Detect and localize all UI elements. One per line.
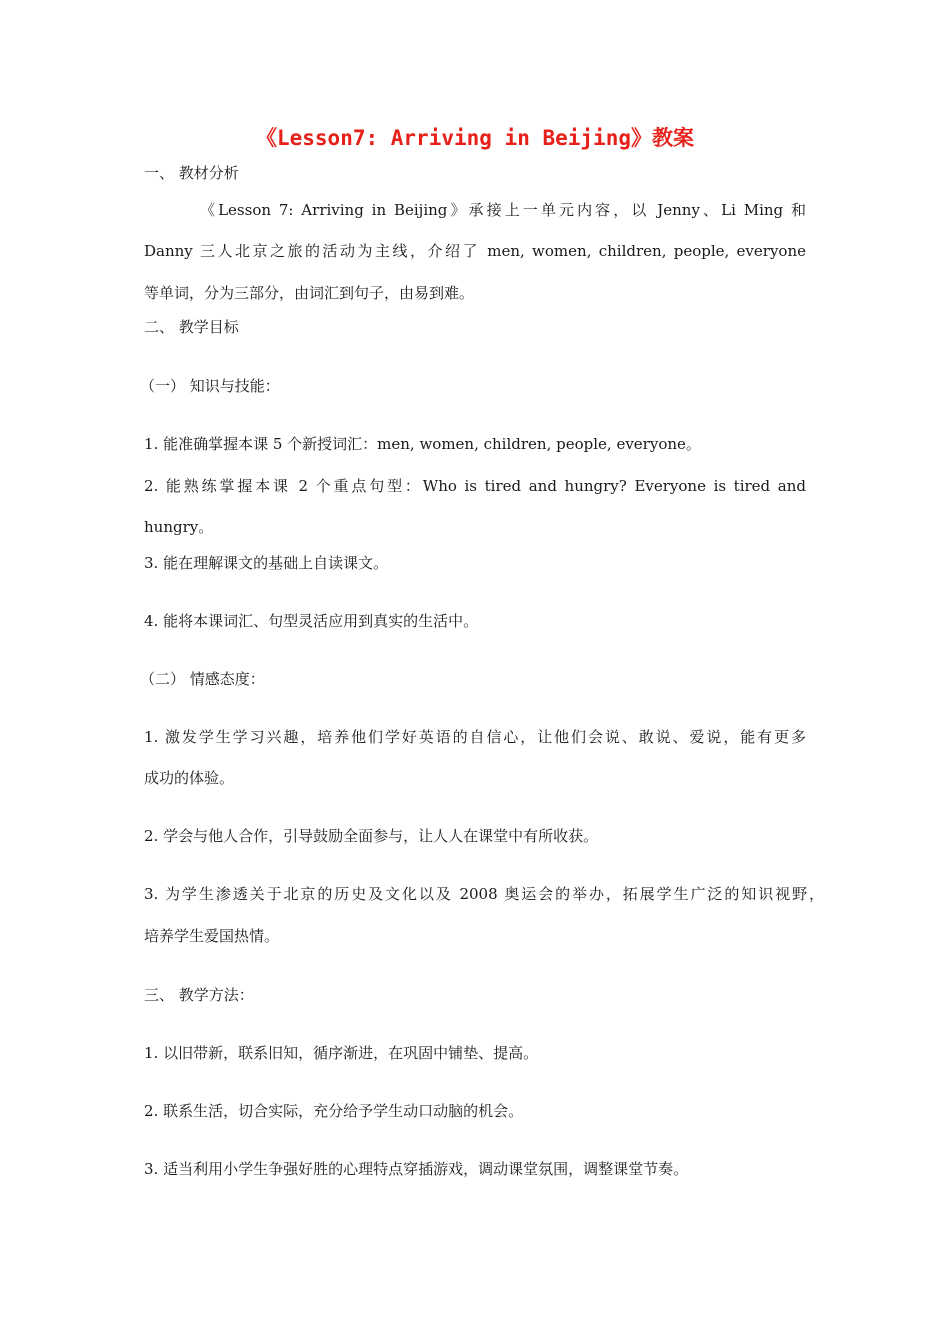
objective-item-2-line-1: 2. 能熟练掌握本课 2 个重点句型：Who is tired and hungry? Everyone is tired and (144, 477, 806, 495)
section-heading-objectives: 二、 教学目标 (144, 318, 239, 336)
subheading-attitude: （二） 情感态度： (140, 670, 265, 688)
objective-item-4: 4. 能将本课词汇、句型灵活应用到真实的生活中。 (144, 612, 479, 630)
section-heading-methods: 三、 教学方法： (144, 986, 254, 1004)
analysis-paragraph-line-1: 《Lesson 7: Arriving in Beijing》承接上一单元内容，以 Jenny、Li Ming 和 (200, 201, 806, 219)
method-item-2: 2. 联系生活，切合实际，充分给予学生动口动脑的机会。 (144, 1102, 524, 1120)
analysis-paragraph-line-3: 等单词，分为三部分，由词汇到句子，由易到难。 (144, 284, 475, 302)
objective-item-2-line-2: hungry。 (144, 518, 214, 536)
attitude-item-2: 2. 学会与他人合作，引导鼓励全面参与，让人人在课堂中有所收获。 (144, 827, 599, 845)
attitude-item-3-line-2: 培养学生爱国热情。 (144, 927, 280, 945)
document-title: 《Lesson7: Arriving in Beijing》教案 (255, 126, 694, 150)
attitude-item-1-line-1: 1. 激发学生学习兴趣，培养他们学好英语的自信心，让他们会说、敢说、爱说，能有更多 (144, 728, 806, 746)
method-item-1: 1. 以旧带新，联系旧知，循序渐进，在巩固中铺垫、提高。 (144, 1044, 539, 1062)
objective-item-3: 3. 能在理解课文的基础上自读课文。 (144, 554, 389, 572)
method-item-3: 3. 适当利用小学生争强好胜的心理特点穿插游戏，调动课堂氛围，调整课堂节奏。 (144, 1160, 689, 1178)
attitude-item-1-line-2: 成功的体验。 (144, 769, 235, 787)
analysis-paragraph-line-2: Danny 三人北京之旅的活动为主线，介绍了 men, women, children, people, everyone (144, 242, 806, 260)
objective-item-1: 1. 能准确掌握本课 5 个新授词汇：men, women, children, people, everyone。 (144, 435, 701, 453)
section-heading-materials: 一、 教材分析 (144, 164, 239, 182)
attitude-item-3-line-1: 3. 为学生渗透关于北京的历史及文化以及 2008 奥运会的举办，拓展学生广泛的知识视野， (144, 885, 824, 903)
subheading-knowledge-skills: （一） 知识与技能： (140, 377, 280, 395)
